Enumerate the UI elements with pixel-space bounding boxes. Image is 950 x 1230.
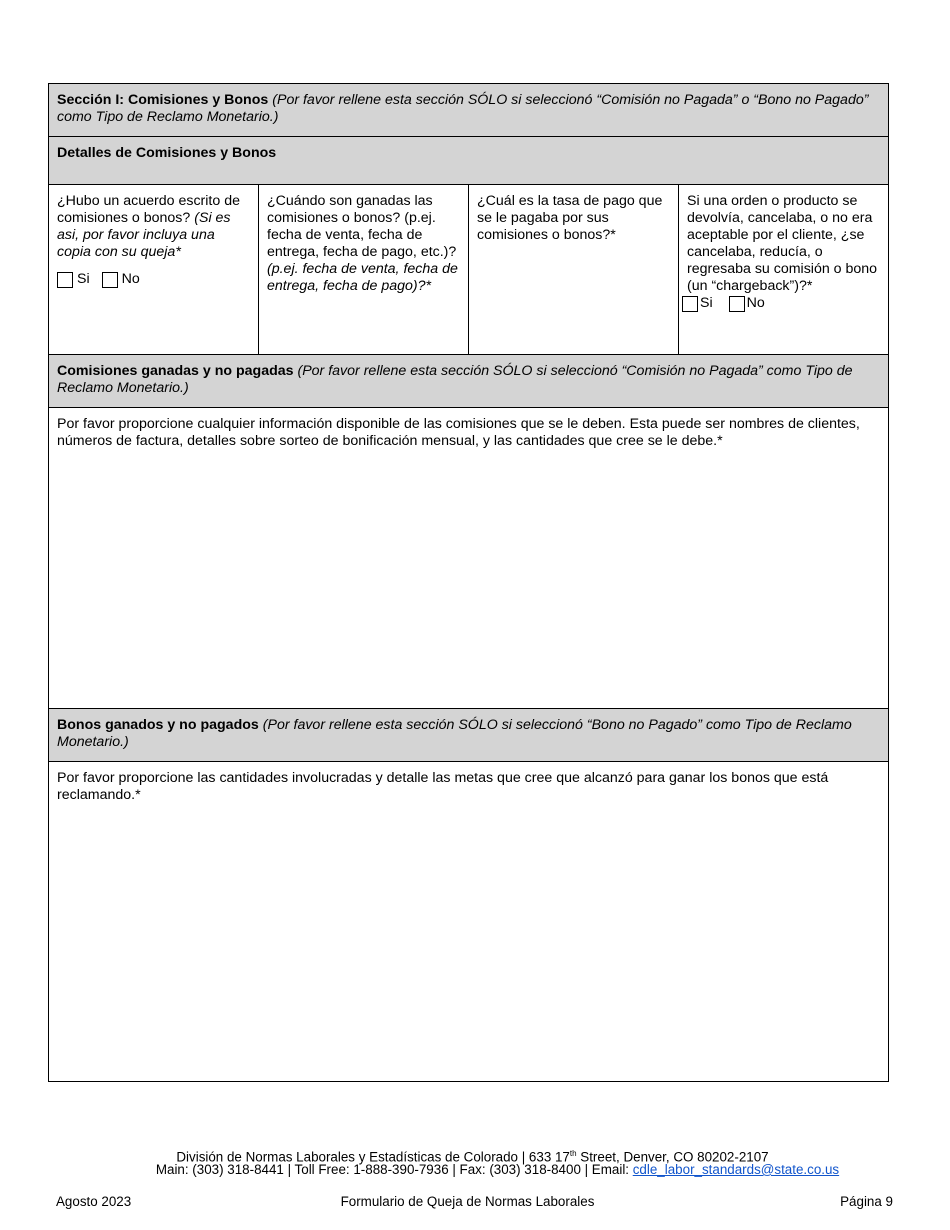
commissions-answer-box[interactable] [49, 408, 889, 709]
bonuses-note: (Por favor rellene esta sección SÓLO si seleccionó “Bono no Pagado” como Tipo de Reclamo Monetario.) [57, 717, 852, 750]
section-header [49, 84, 889, 137]
footer-contact [0, 1162, 950, 1178]
commissions-bonuses-form [48, 83, 889, 1082]
q1-text: ¿Hubo un acuerdo escrito de comisiones o bonos? [57, 193, 240, 226]
commissions-prompt: Por favor proporcione cualquier información disponible de las comisiones que se le deben. Esta puede ser nombres de clientes, números de factura, detalles sobre sorteo de bonificación mensual, y las cantidades que cree se le debe.* [57, 416, 860, 449]
footer-date: Agosto 2023 [56, 1194, 132, 1209]
details-title: Detalles de Comisiones y Bonos [57, 145, 277, 161]
written-agreement-question[interactable] [49, 185, 259, 355]
q1-no-label: No [121, 271, 140, 287]
q1-no-checkbox[interactable] [102, 272, 118, 288]
q4-yes-checkbox[interactable] [682, 296, 698, 312]
q3-text: ¿Cuál es la tasa de pago que se le pagaba por sus comisiones o bonos?* [477, 193, 663, 243]
address-superscript: th [569, 1149, 577, 1158]
q1-note: (Si es asi, por favor incluya una copia con su queja* [57, 210, 231, 260]
pay-rate-question[interactable] [469, 185, 679, 355]
chargeback-question[interactable] [679, 185, 889, 355]
commissions-note: (Por favor rellene esta sección SÓLO si seleccionó “Comisión no Pagada” como Tipo de Reclamo Monetario.) [57, 363, 853, 396]
q4-no-checkbox[interactable] [729, 296, 745, 312]
q4-options [687, 295, 880, 312]
commissions-header [49, 355, 889, 408]
earned-when-question[interactable] [259, 185, 469, 355]
q2-text: ¿Cuándo son ganadas las comisiones o bonos? (p.ej. fecha de venta, fecha de entrega, fecha de pago, etc.)? [267, 193, 457, 260]
q4-text: Si una orden o producto se devolvía, cancelaba, o no era aceptable por el cliente, ¿se cancelaba, reducía, o regresaba su comisión o bono (un “chargeback”)?* [687, 193, 878, 294]
q1-yes-label: Si [77, 271, 90, 287]
contact-text: Main: (303) 318-8441 | Toll Free: 1-888-390-7936 | Fax: (303) 318-8400 | Email: [155, 1162, 633, 1177]
bonuses-answer-box[interactable] [49, 762, 889, 1082]
q4-no-label: No [746, 295, 765, 311]
address-text: División de Normas Laborales y Estadísticas de Colorado | 633 17 [176, 1149, 570, 1165]
address-street: Street, Denver, CO 80202-2107 [576, 1149, 769, 1165]
commissions-title: Comisiones ganadas y no pagadas [57, 363, 294, 379]
details-header [49, 137, 889, 185]
section-note: (Por favor rellene esta sección SÓLO si seleccionó “Comisión no Pagada” o “Bono no Pagado” como Tipo de Reclamo Monetario.) [57, 92, 869, 125]
q1-yes-checkbox[interactable] [57, 272, 73, 288]
footer-page-number: Página 9 [840, 1194, 893, 1209]
email-link[interactable]: cdle_labor_standards@state.co.us [632, 1162, 840, 1177]
bonuses-prompt: Por favor proporcione las cantidades involucradas y detalle las metas que cree que alcanzó para ganar los bonos que está reclamando.* [57, 770, 829, 803]
q1-options [57, 271, 250, 288]
section-title: Sección I: Comisiones y Bonos [57, 92, 269, 108]
bonuses-header [49, 709, 889, 762]
bonuses-title: Bonos ganados y no pagados [57, 717, 259, 733]
footer-form-name: Formulario de Queja de Normas Laborales [340, 1194, 595, 1209]
q2-note: (p.ej. fecha de venta, fecha de entrega, fecha de pago)?* [267, 261, 458, 294]
q4-yes-label: Si [700, 295, 713, 311]
